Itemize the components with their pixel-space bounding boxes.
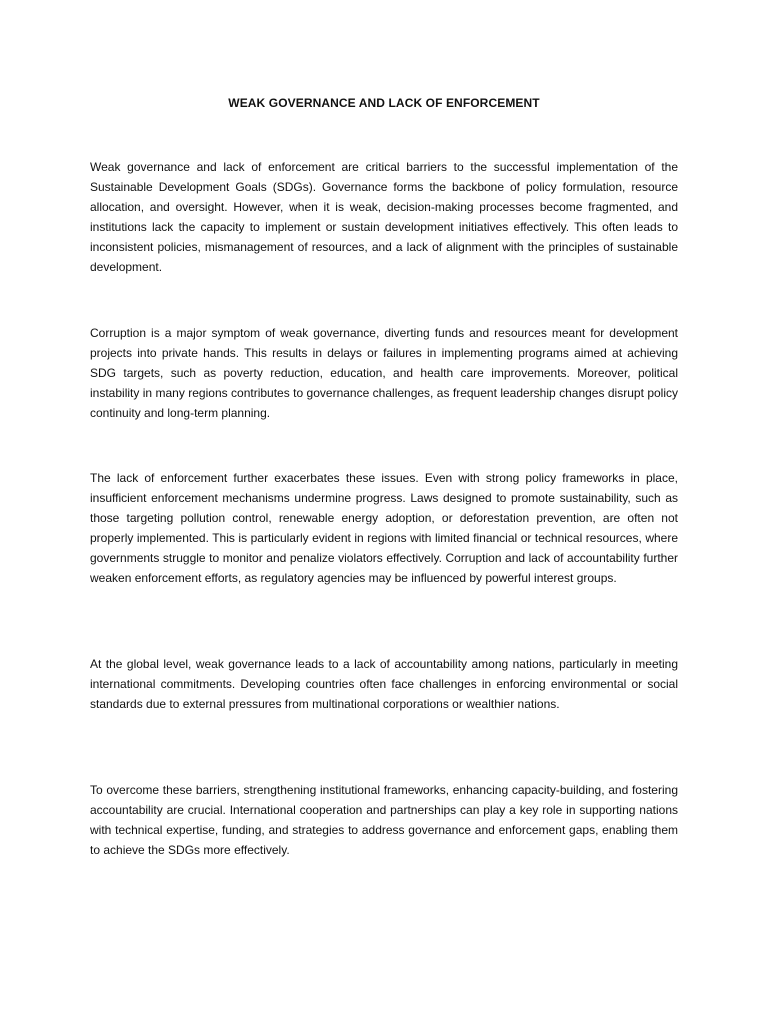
paragraph-5: To overcome these barriers, strengthening institutional frameworks, enhancing capacity-building, and fostering accountability are crucial. International cooperation and partnerships can play a key role in supporting nations with technical expertise, funding, and strategies to address governance and enforcement gaps, enabling them to achieve the SDGs more effectively. — [90, 783, 678, 857]
paragraph-2: Corruption is a major symptom of weak governance, diverting funds and resources meant for development projects into private hands. This results in delays or failures in implementing programs aimed at achieving SDG targets, such as poverty reduction, education, and health care improvements. Moreover, political instability in many regions contributes to governance challenges, as frequent leadership changes disrupt policy continuity and long-term planning. — [90, 326, 678, 420]
paragraph-4: At the global level, weak governance leads to a lack of accountability among nations, particularly in meeting international commitments. Developing countries often face challenges in enforcing environmental or social standards due to external pressures from multinational corporations or wealthier nations. — [90, 657, 678, 711]
paragraph-3: The lack of enforcement further exacerbates these issues. Even with strong policy frameworks in place, insufficient enforcement mechanisms undermine progress. Laws designed to promote sustainability, such as those targeting pollution control, renewable energy adoption, or deforestation prevention, are often not properly implemented. This is particularly evident in regions with limited financial or technical resources, where governments struggle to monitor and penalize violators effectively. Corruption and lack of accountability further weaken enforcement efforts, as regulatory agencies may be influenced by powerful interest groups. — [90, 471, 678, 585]
paragraph-1: Weak governance and lack of enforcement are critical barriers to the successful implementation of the Sustainable Development Goals (SDGs). Governance forms the backbone of policy formulation, resource allocation, and oversight. However, when it is weak, decision-making processes become fragmented, and institutions lack the capacity to implement or sustain development initiatives effectively. This often leads to inconsistent policies, mismanagement of resources, and a lack of alignment with the principles of sustainable development. — [90, 160, 678, 274]
document-title: WEAK GOVERNANCE AND LACK OF ENFORCEMENT — [228, 96, 540, 110]
